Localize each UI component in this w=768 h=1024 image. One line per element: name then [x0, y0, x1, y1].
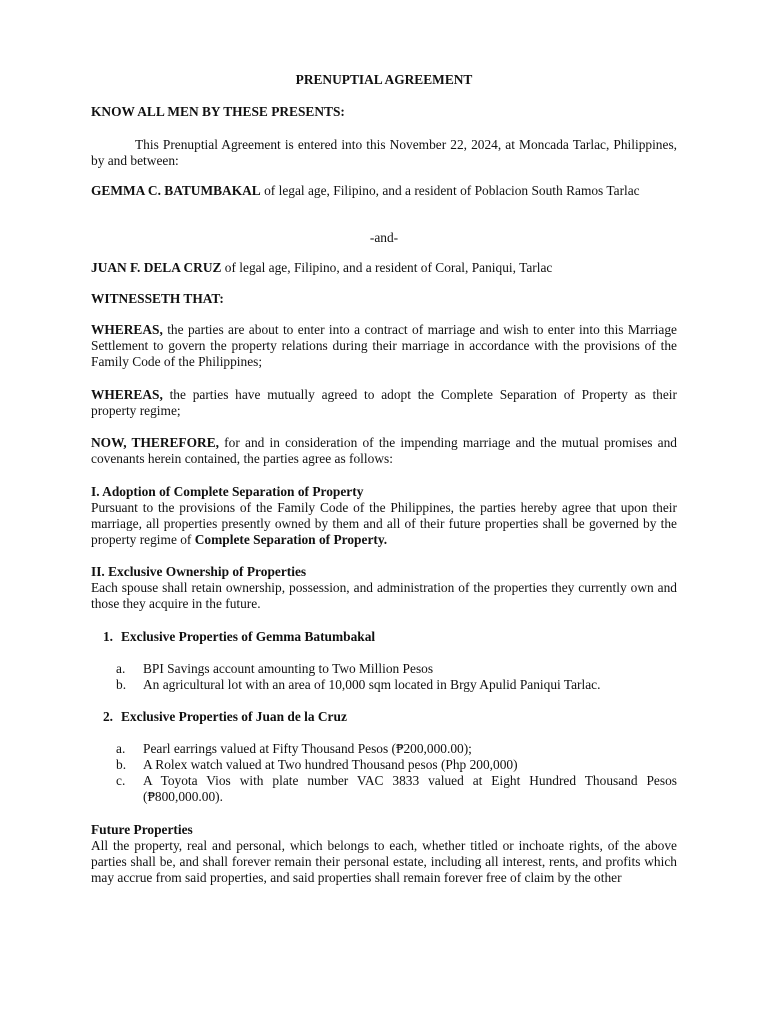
- future-heading: Future Properties: [91, 822, 193, 837]
- section1-paragraph: Pursuant to the provisions of the Family Code of the Philippines, the parties hereby agree that upon their marriage, all properties presently owned by them and all of their future properties shall be governed by the property regime of Complete Separation of Property.: [91, 500, 677, 547]
- list1-heading: 1. Exclusive Properties of Gemma Batumbakal: [102, 629, 376, 644]
- list-item: b. A Rolex watch valued at Two hundred Thousand pesos (Php 200,000): [116, 757, 518, 772]
- list-item: b. An agricultural lot with an area of 10,000 sqm located in Brgy Apulid Paniqui Tarlac.: [116, 677, 601, 692]
- and-separator: -and-: [369, 230, 399, 245]
- party2-paragraph: JUAN F. DELA CRUZ of legal age, Filipino, and a resident of Coral, Paniqui, Tarlac: [91, 260, 553, 275]
- whereas1-paragraph: WHEREAS, the parties are about to enter into a contract of marriage and wish to enter into this Marriage Settlement to govern the property relations during their marriage in accordance with the provisions of the Family Code of the Philippines;: [91, 322, 677, 369]
- list2-heading: 2. Exclusive Properties of Juan de la Cruz: [102, 709, 347, 724]
- intro-paragraph: This Prenuptial Agreement is entered into this November 22, 2024, at Moncada Tarlac, Philippines, by and between:: [91, 137, 677, 168]
- list-item: a. BPI Savings account amounting to Two Million Pesos: [116, 661, 434, 676]
- know-all-heading: KNOW ALL MEN BY THESE PRESENTS:: [91, 104, 345, 119]
- list-item: c. A Toyota Vios with plate number VAC 3833 valued at Eight Hundred Thousand Pesos (₱800,000.00).: [116, 773, 677, 804]
- whereas2-paragraph: WHEREAS, the parties have mutually agreed to adopt the Complete Separation of Property as their property regime;: [91, 387, 677, 418]
- list-item: a. Pearl earrings valued at Fifty Thousand Pesos (₱200,000.00);: [116, 741, 472, 756]
- party1-paragraph: GEMMA C. BATUMBAKAL of legal age, Filipino, and a resident of Poblacion South Ramos Tarlac: [91, 183, 640, 198]
- now-therefore-paragraph: NOW, THEREFORE, for and in consideration of the impending marriage and the mutual promises and covenants herein contained, the parties agree as follows:: [91, 435, 677, 466]
- future-paragraph: All the property, real and personal, which belongs to each, whether titled or inchoate rights, of the above parties shall be, and shall forever remain their personal estate, including all interest, rents, and profits which may accrue from said properties, and said properties shall remain forever free of claim by the other: [91, 838, 677, 885]
- document-title: PRENUPTIAL AGREEMENT: [295, 72, 473, 87]
- section2-paragraph: Each spouse shall retain ownership, possession, and administration of the properties they currently own and those they acquire in the future.: [91, 580, 677, 611]
- section1-heading: I. Adoption of Complete Separation of Property: [91, 484, 364, 499]
- witnesseth-heading: WITNESSETH THAT:: [91, 291, 224, 306]
- section2-heading: II. Exclusive Ownership of Properties: [91, 564, 307, 579]
